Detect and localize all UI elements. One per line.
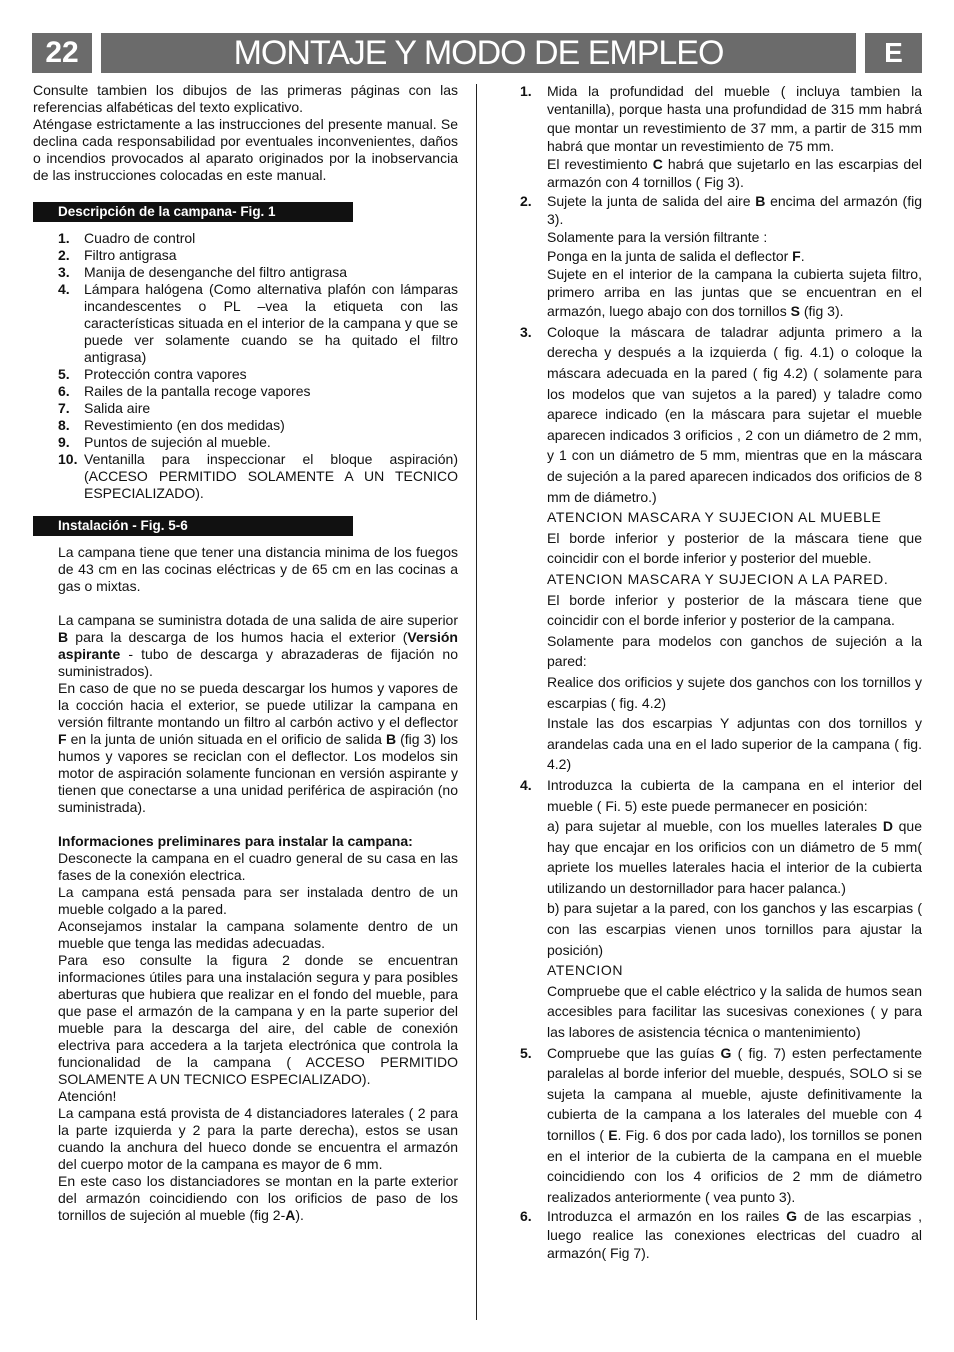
list-item: 2. Filtro antigrasa <box>58 247 177 263</box>
list-item: 7. Salida aire <box>58 400 151 416</box>
page-title: MONTAJE Y MODO DE EMPLEO <box>101 33 856 73</box>
page-header <box>32 33 922 73</box>
intro-paragraph: Aténgase estrictamente a las instrucciones del presente manual. Se declina cada responsabilidad por eventuales inconvenientes, daños o incendios provocados al aparato originados por la inobservancia de las instrucciones colocadas en este manual. <box>33 116 458 183</box>
installation-paragraph: En caso de que no se pueda descargar los humos y vapores de la cocción hacia el exterior, se puede utilizar la campana en versión filtrante montando un filtro al carbón activo y el deflector F en la junta de unión situada en el orificio de salida B (fig 3) los humos y vapores se reciclan con el deflector. Los modelos sin motor de aspiración solamente funcionan en versión aspirante y tienen que conectarse a una unidad periférica de aspiración (no suministrada). <box>58 680 458 815</box>
preliminary-line: La campana está provista de 4 distanciadores laterales ( 2 para la parte izquierda y 2 para la parte derecha), estos se usan cuando la anchura del hueco donde se encuentra el armazón del cuerpo motor de la campana es mayor de 6 mm. <box>58 1105 458 1172</box>
list-item: 8. Revestimiento (en dos medidas) <box>58 417 285 433</box>
list-item: 4. Lámpara halógena (Como alternativa plafón con lámparas incandescentes o PL –vea la etiqueta con las características situada en el interior de la campana y que se puede ver solamente cuando se ha quitado el filtro antigrasa) <box>58 281 458 365</box>
preliminary-line: Aconsejamos instalar la campana solamente dentro de un mueble que tenga las medidas adecuadas. <box>58 918 458 951</box>
list-item: 3. Manija de desenganche del filtro antigrasa <box>58 264 348 280</box>
preliminary-heading: Informaciones preliminares para instalar la campana: <box>58 833 413 849</box>
list-item: 1. Cuadro de control <box>58 230 196 246</box>
language-badge: E <box>865 33 922 73</box>
preliminary-line: La campana está pensada para ser instalada dentro de un mueble colgado a la pared. <box>58 884 458 917</box>
list-item: 10. Ventanilla para inspeccionar el bloque aspiración) (ACCESO PERMITIDO SOLAMENTE A UN TECNICO ESPECIALIZADO). <box>58 451 458 501</box>
list-item: 6. Railes de la pantalla recoge vapores <box>58 383 311 399</box>
preliminary-line: Atención! <box>58 1088 117 1104</box>
page-number: 22 <box>32 33 92 73</box>
left-column <box>33 82 458 1224</box>
preliminary-line: Desconecte la campana en el cuadro general de su casa en las fases de la conexión electrica. <box>58 850 458 883</box>
preliminary-line: Para eso consulte la figura 2 donde se encuentran informaciones útiles para una instalación segura y para posibles aberturas que hubiera que realizar en el fondo del mueble, para que pase el armazón de la campana y en la parte superior del mueble para la descarga del aire, del cable de conexión electriva para accedera a la tarjeta electrónica que controla la funcionalidad de la campana ( ACCESO PERMITIDO SOLAMENTE A UN TECNICO ESPECIALIZADO). <box>58 952 458 1087</box>
description-list <box>33 230 458 502</box>
preliminary-line: En este caso los distanciadores se montan en la parte exterior del armazón coincidiendo con los orificios de paso de los tornillos de sujeción al mueble (fig 2-A). <box>58 1173 458 1223</box>
section-heading-description: Descripción de la campana- Fig. 1 <box>33 202 353 222</box>
intro-paragraph: Consulte tambien los dibujos de las primeras páginas con las referencias alfabéticas del texto explicativo. <box>33 82 458 115</box>
list-item: 9. Puntos de sujeción al mueble. <box>58 434 271 450</box>
section-heading-installation: Instalación - Fig. 5-6 <box>33 516 353 536</box>
list-item: 5. Protección contra vapores <box>58 366 247 382</box>
installation-paragraph: La campana se suministra dotada de una salida de aire superior B para la descarga de los humos hacia el exterior (Versión aspirante - tubo de descarga y abrazaderas de fijación no suministrados). <box>58 612 458 679</box>
installation-paragraph: La campana tiene que tener una distancia minima de los fuegos de 43 cm en las cocinas eléctricas y de 65 cm en las cocinas a gas o mixtas. <box>58 544 458 594</box>
right-column <box>520 82 922 1262</box>
column-divider <box>476 84 477 1320</box>
step-1: 1. Mida la profundidad del mueble ( incluya tambien la ventanilla), porque hasta una profundidad de 315 mm habrá que montar un revestimiento de 37 mm, a partir de 315 mm habrá que montar un revestimiento de 75 mm. El revestimiento C habrá que sujetarlo en las escarpias del armazón con 4 tornillos ( Fig 3). <box>520 83 922 191</box>
step-2: 2. Sujete la junta de salida del aire B encima del armazón (fig 3). Solamente para la versión filtrante : Ponga en la junta de salida el deflector F. Sujete en el interior de la campana la cubierta sujeta filtro, primero arriba en las juntas que se encuentran en el armazón, luego abajo con dos tornillos S (fig 3). <box>520 192 923 319</box>
step-5: 5. Compruebe que las guías G ( fig. 7) esten perfectamente paralelas al borde inferior del mueble, después, SOLO si se sujeta la campana al mueble, ajuste definitivamente la cubierta de la campana a los laterales del mueble con 4 tornillos ( E. Fig. 6 dos por cada lado), los tornillos se ponen en el interior de la cubierta de la campana en el mueble coincidiendo con los 4 orificios de 2 mm de diámetro realizados anteriormente ( vea punto 3). <box>520 1044 922 1205</box>
installation-body <box>33 544 458 1224</box>
step-3: 3. Coloque la máscara de taladrar adjunta primero a la derecha y después a la izquierda ( fig. 4.1) o coloque la máscara adecuada en la pared ( fig 4.2) ( solamente para los modelos que van sujetos a la pared) y taladre como aparece indicado (en la máscara para sujetar el mueble aparecen indicados 3 orificios , 2 con un diámetro de 2 mm, y 1 con un diámetro de 5 mm, mientras que en la máscara de sujeción a la pared aparecen indicados dos orificios de 8 mm de diámetro.) ATENCION MASCARA Y SUJECION AL MUEBLE El borde inferior y posterior de la máscara tiene que coincidir con el borde inferior y posterior del mueble. ATENCION MASCARA Y SUJECION A LA PARED. El borde inferior y posterior de la máscara tiene que coincidir con el borde inferior y posterior de la campana. Solamente para modelos con ganchos de sujeción a la pared: Realice dos orificios y sujete dos ganchos con los tornillos y escarpias ( fig. 4.2) Instale las dos escarpias Y adjuntas con dos tornillos y arandelas cada una en el lado superior de la campana ( fig. 4.2) <box>520 323 922 773</box>
step-4: 4. Introduzca la cubierta de la campana en el interior del mueble ( Fi. 5) este puede permanecer en posición: a) para sujetar al mueble, con los muelles laterales D que hay que encajar en los orificios con un diámetro de 5 mm( apriete los muelles laterales hacia el interior de la cubierta utilizando un destornillador para hacer palanca.) b) para sujetar a la pared, con los ganchos y las escarpias ( con las escarpias vienen unos tornillos para ajustar la posición) ATENCION Compruebe que el cable eléctrico y la salida de humos sean accesibles para facilitar las sucesivas conexiones ( y para las labores de asistencia técnica o mantenimiento) <box>520 776 922 1041</box>
step-6: 6. Introduzca el armazón en los railes G de las escarpias , luego realice las conexiones electricas del cuadro al armazón( Fig 7). <box>520 1208 923 1261</box>
